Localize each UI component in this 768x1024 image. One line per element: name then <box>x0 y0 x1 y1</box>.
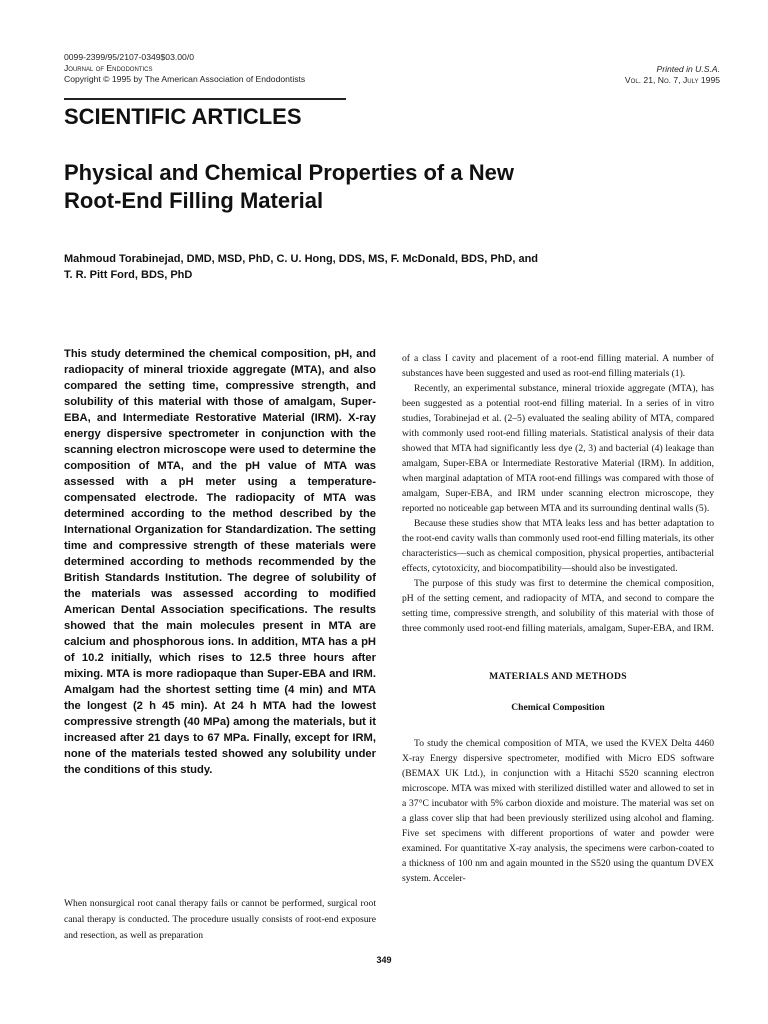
subsection-heading-chemical: Chemical Composition <box>511 702 605 713</box>
journal-header-right <box>470 64 720 86</box>
body-text-left: When nonsurgical root canal therapy fails or cannot be performed, surgical root canal therapy is conducted. The procedure usually consists of root-end exposure and resection, as well as preparation <box>64 898 376 941</box>
paragraph: To study the chemical composition of MTA, we used the KVEX Delta 4460 X-ray Energy dispersive spectrometer, modified with Micro EDS software (BEMAX UK Ltd.), in conjunction with a Hitachi S520 scanning electron microscope. MTA was mixed with sterilized distilled water and allowed to set in a 37°C incubator with 5% carbon dioxide and moisture. The material was set on a glass cover slip that had been previously sterilized using alcohol and flaming. Five set specimens with different proportions of water and powder were examined. For quantitative X-ray analysis, the specimens were carbon-coated to a thickness of 100 nm and again mounted in the S520 using the quantum DVEX system. Acceler- <box>402 738 714 884</box>
printed-in: Printed in U.S.A. <box>656 64 720 74</box>
journal-header-left <box>64 52 464 85</box>
paragraph: Recently, an experimental substance, mineral trioxide aggregate (MTA), has been suggested as a potential root-end filling material. In a series of in vitro studies, Torabinejad et al. (2–5) evaluated the sealing ability of MTA, compared with commonly used root-end filling materials. Statistical analysis of their data showed that MTA had significantly less dye (2, 3) and bacterial (4) leakage than amalgam, Super-EBA or Intermediate Restorative Material (IRM). In addition, when marginal adaptation of MTA root-end fillings was compared with those of amalgam, Super-EBA, and IRM under scanning electron microscope, they reported no noticeable gap between MTA and its surrounding dentinal walls (5). <box>402 383 714 514</box>
page-number: 349 <box>376 955 392 965</box>
article-title <box>64 159 704 215</box>
title-line-1: Physical and Chemical Properties of a New <box>64 160 514 185</box>
copyright-line: Copyright © 1995 by The American Association of Endodontists <box>64 74 306 84</box>
volume-info: Vol. 21, No. 7, July 1995 <box>624 75 720 85</box>
abstract: This study determined the chemical composition, pH, and radiopacity of mineral trioxide aggregate (MTA), and also compared the setting time, compressive strength, and solubility of this material with those of amalgam, Super-EBA, and Intermediate Restorative Material (IRM). X-ray energy dispersive spectrometer in conjunction with the scanning electron microscope were used to determine the composition of MTA, and the pH value of MTA was assessed with a pH meter using a temperature-compensated electrode. The radiopacity of MTA was determined according to the method described by the International Organization for Standardization. The setting time and compressive strength of these materials were determined according to methods recommended by the British Standards Institution. The degree of solubility of the materials was assessed according to modified American Dental Association specifications. The results showed that the main molecules present in MTA are calcium and phosphorous ions. In addition, MTA has a pH of 10.2 initially, which rises to 12.5 three hours after mixing. MTA is more radiopaque than Super-EBA and IRM. Amalgam had the shortest setting time (4 min) and MTA the longest (2 h 45 min). At 24 h MTA had the lowest compressive strength (40 MPa) among the materials, but it increased after 21 days to 67 MPa. Finally, except for IRM, none of the materials tested showed any solubility under the conditions of this study. <box>64 348 376 776</box>
authors-line-1: Mahmoud Torabinejad, DMD, MSD, PhD, C. U. Hong, DDS, MS, F. McDonald, BDS, PhD, and <box>64 253 539 265</box>
paragraph: Because these studies show that MTA leaks less and has better adaptation to the root-end cavity walls than commonly used root-end filling materials, its other characteristics—such as chemical composition, physical properties, antibacterial effects, cytotoxicity, and biocompatibility—should also be investigated. <box>402 518 714 574</box>
section-heading-methods: MATERIALS AND METHODS <box>489 671 627 682</box>
title-line-2: Root-End Filling Material <box>64 188 324 213</box>
journal-name: Journal of Endodontics <box>64 63 153 73</box>
doi-code: 0099-2399/95/2107-0349$03.00/0 <box>64 52 194 62</box>
article-authors <box>64 251 704 283</box>
paragraph: of a class I cavity and placement of a root-end filling material. A number of substances have been suggested and used as root-end filling materials (1). <box>402 353 714 379</box>
paragraph: The purpose of this study was first to determine the chemical composition, pH of the setting cement, and radiopacity of MTA, and second to compare the setting time, compressive strength, and solubility of this material with those of three commonly used root-end filling materials, amalgam, Super-EBA, and IRM. <box>402 578 714 634</box>
section-rule <box>64 98 346 100</box>
body-text-right <box>402 351 714 886</box>
authors-line-2: T. R. Pitt Ford, BDS, PhD <box>64 269 193 281</box>
section-heading: SCIENTIFIC ARTICLES <box>64 104 302 129</box>
